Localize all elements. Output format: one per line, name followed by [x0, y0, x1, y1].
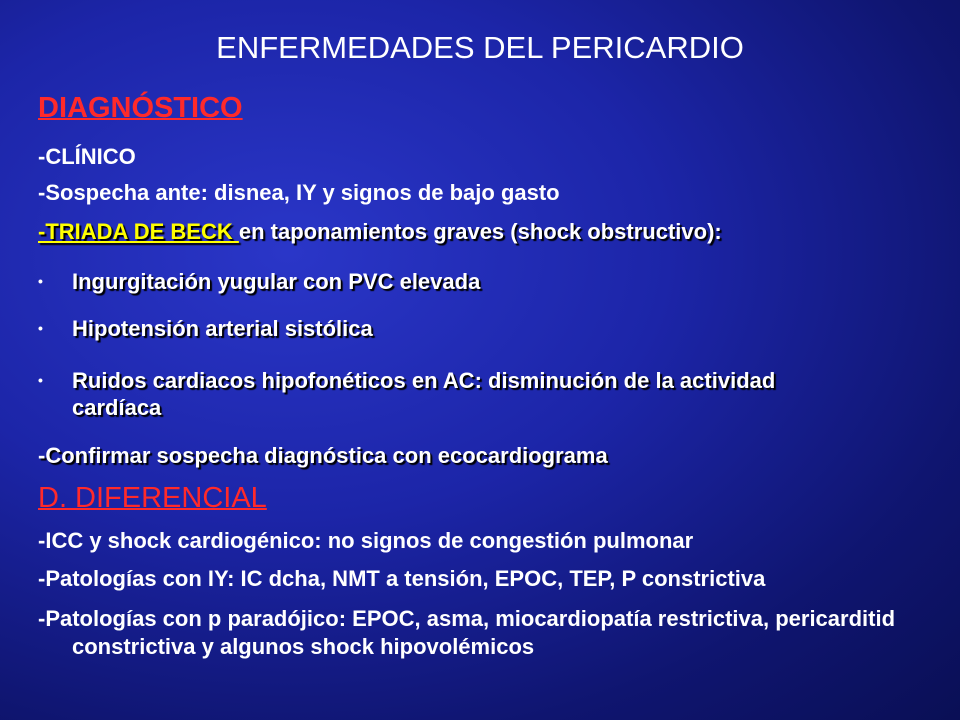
bullet-text: Hipotensión arterial sistólica: [72, 316, 373, 341]
bullet-icon: •: [38, 273, 43, 289]
bullet-item: [38, 268, 918, 295]
slide-title: ENFERMEDADES DEL PERICARDIO: [216, 30, 744, 65]
triada-beck-label: -TRIADA DE BECK: [38, 219, 239, 244]
bullet-text: Ruidos cardiacos hipofonéticos en AC: disminución de la actividad cardíaca: [72, 368, 776, 420]
confirmar-text: -Confirmar sospecha diagnóstica con ecocardiograma: [38, 443, 608, 468]
diferencial-heading: D. DIFERENCIAL: [38, 482, 267, 514]
bullet-item: [38, 367, 838, 421]
diagnostico-heading: DIAGNÓSTICO: [38, 92, 243, 124]
diferencial-item: -Patologías con IY: IC dcha, NMT a tensión, EPOC, TEP, P constrictiva: [38, 566, 766, 591]
bullet-icon: •: [38, 320, 43, 336]
clinico-label: -CLÍNICO: [38, 144, 136, 169]
bullet-text: Ingurgitación yugular con PVC elevada: [72, 269, 481, 294]
diferencial-item-text: -Patologías con p paradójico: EPOC, asma, miocardiopatía restrictiva, pericarditid constrictiva y algunos shock hipovolémicos: [38, 606, 896, 659]
sospecha-text: -Sospecha ante: disnea, IY y signos de bajo gasto: [38, 180, 560, 205]
diferencial-item: [38, 605, 938, 661]
diferencial-item: -ICC y shock cardiogénico: no signos de congestión pulmonar: [38, 528, 694, 553]
bullet-item: [38, 315, 918, 342]
triada-beck-line: [38, 219, 722, 245]
triada-beck-text: en taponamientos graves (shock obstructivo):: [238, 219, 722, 244]
bullet-icon: •: [38, 372, 43, 388]
